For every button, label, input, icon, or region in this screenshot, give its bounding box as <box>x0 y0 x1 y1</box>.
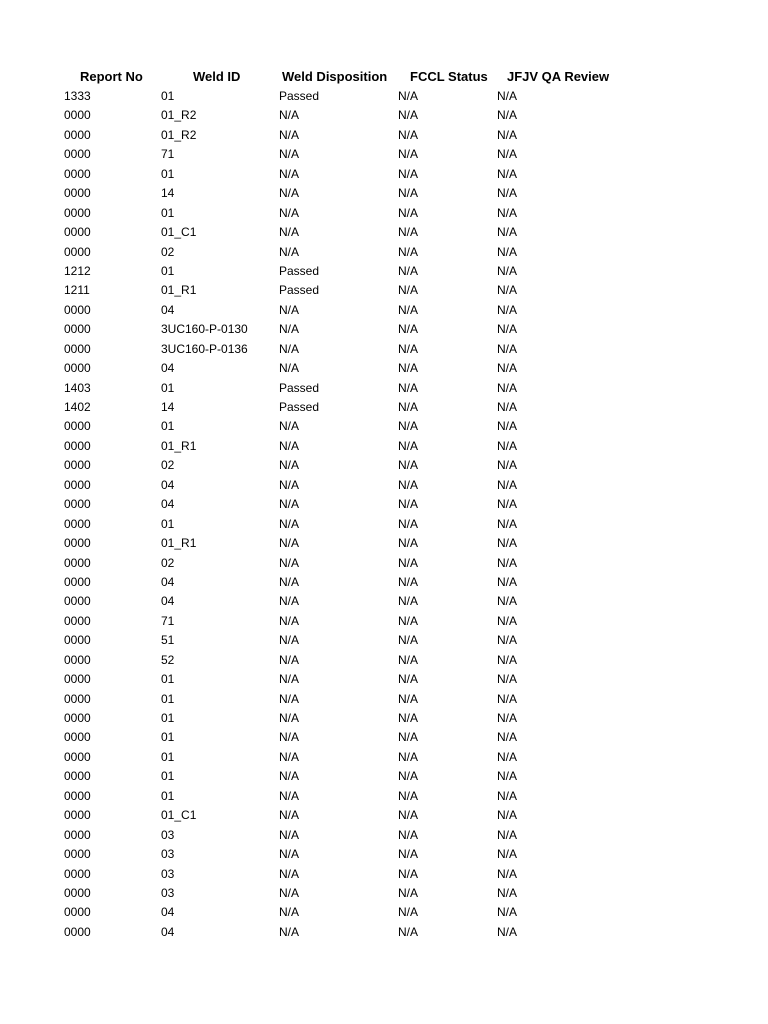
weld-disposition-cell: N/A <box>279 361 300 376</box>
fccl-status-cell: N/A <box>398 244 419 259</box>
jfjv-qa-review-cell: N/A <box>497 594 518 609</box>
report-no-cell: 0000 <box>64 847 91 862</box>
table-body <box>0 87 768 942</box>
weld-id-cell: 04 <box>161 924 175 939</box>
column-header-weld-id: Weld ID <box>193 69 241 84</box>
weld-id-cell: 71 <box>161 613 175 628</box>
report-no-cell: 0000 <box>64 555 91 570</box>
table-row <box>0 223 768 242</box>
report-no-cell: 0000 <box>64 924 91 939</box>
weld-disposition-cell: N/A <box>279 924 300 939</box>
report-no-cell: 0000 <box>64 905 91 920</box>
table-row <box>0 320 768 339</box>
fccl-status-cell: N/A <box>398 497 419 512</box>
table-row <box>0 281 768 300</box>
weld-disposition-cell: Passed <box>279 380 320 395</box>
fccl-status-cell: N/A <box>398 166 419 181</box>
fccl-status-cell: N/A <box>398 594 419 609</box>
jfjv-qa-review-cell: N/A <box>497 477 518 492</box>
weld-id-cell: 01_R1 <box>161 438 197 453</box>
report-no-cell: 0000 <box>64 147 91 162</box>
table-row <box>0 845 768 864</box>
jfjv-qa-review-cell: N/A <box>497 711 518 725</box>
weld-disposition-cell: N/A <box>279 205 300 220</box>
jfjv-qa-review-cell: N/A <box>497 613 518 628</box>
weld-id-cell: 01_R2 <box>161 108 197 123</box>
report-no-cell: 0000 <box>64 341 91 356</box>
jfjv-qa-review-cell: N/A <box>497 847 518 862</box>
column-header-jfjv-qa-review: JFJV QA Review <box>507 69 610 84</box>
table-row <box>0 573 768 592</box>
weld-id-cell: 01 <box>161 516 175 531</box>
jfjv-qa-review-cell: N/A <box>497 497 518 512</box>
jfjv-qa-review-cell: N/A <box>497 808 518 823</box>
report-no-cell: 1333 <box>64 89 91 103</box>
weld-disposition-cell: N/A <box>279 574 300 589</box>
weld-id-cell: 01 <box>161 711 175 725</box>
table-row <box>0 398 768 417</box>
fccl-status-cell: N/A <box>398 749 419 764</box>
fccl-status-cell: N/A <box>398 788 419 803</box>
jfjv-qa-review-cell: N/A <box>497 244 518 259</box>
table-row <box>0 145 768 164</box>
jfjv-qa-review-cell: N/A <box>497 205 518 220</box>
fccl-status-cell: N/A <box>398 691 419 706</box>
report-no-cell: 0000 <box>64 885 91 900</box>
weld-id-cell: 01_R1 <box>161 283 197 298</box>
table-row <box>0 690 768 709</box>
fccl-status-cell: N/A <box>398 283 419 298</box>
jfjv-qa-review-cell: N/A <box>497 555 518 570</box>
fccl-status-cell: N/A <box>398 89 419 103</box>
jfjv-qa-review-cell: N/A <box>497 458 518 473</box>
jfjv-qa-review-cell: N/A <box>497 652 518 667</box>
fccl-status-cell: N/A <box>398 419 419 434</box>
jfjv-qa-review-cell: N/A <box>497 400 518 414</box>
weld-disposition-cell: N/A <box>279 225 300 240</box>
weld-id-cell: 01_C1 <box>161 225 197 240</box>
weld-disposition-cell: N/A <box>279 866 300 881</box>
table-row <box>0 787 768 806</box>
weld-id-cell: 04 <box>161 497 175 512</box>
report-no-cell: 0000 <box>64 788 91 803</box>
weld-disposition-cell: N/A <box>279 127 300 142</box>
jfjv-qa-review-cell: N/A <box>497 302 518 317</box>
fccl-status-cell: N/A <box>398 555 419 570</box>
fccl-status-cell: N/A <box>398 147 419 162</box>
fccl-status-cell: N/A <box>398 263 419 278</box>
fccl-status-cell: N/A <box>398 458 419 473</box>
report-no-cell: 1403 <box>64 380 91 395</box>
weld-id-cell: 04 <box>161 594 175 609</box>
weld-disposition-cell: Passed <box>279 89 320 103</box>
weld-id-cell: 04 <box>161 905 175 920</box>
jfjv-qa-review-cell: N/A <box>497 730 518 745</box>
fccl-status-cell: N/A <box>398 905 419 920</box>
report-no-cell: 0000 <box>64 497 91 512</box>
table-header-row <box>0 67 768 87</box>
jfjv-qa-review-cell: N/A <box>497 516 518 531</box>
weld-id-cell: 01 <box>161 730 175 745</box>
table-row <box>0 612 768 631</box>
jfjv-qa-review-cell: N/A <box>497 283 518 298</box>
jfjv-qa-review-cell: N/A <box>497 885 518 900</box>
weld-id-cell: 01 <box>161 672 175 687</box>
weld-disposition-cell: N/A <box>279 322 300 337</box>
weld-id-cell: 01 <box>161 419 175 434</box>
weld-id-cell: 03 <box>161 866 175 881</box>
jfjv-qa-review-cell: N/A <box>497 147 518 162</box>
weld-disposition-cell: N/A <box>279 769 300 784</box>
table-row <box>0 476 768 495</box>
jfjv-qa-review-cell: N/A <box>497 322 518 337</box>
fccl-status-cell: N/A <box>398 613 419 628</box>
report-no-cell: 0000 <box>64 536 91 551</box>
table-row <box>0 165 768 184</box>
report-no-cell: 0000 <box>64 691 91 706</box>
column-header-weld-disposition: Weld Disposition <box>282 69 388 84</box>
fccl-status-cell: N/A <box>398 322 419 337</box>
table-row <box>0 243 768 262</box>
weld-disposition-cell: N/A <box>279 672 300 687</box>
weld-disposition-cell: N/A <box>279 555 300 570</box>
report-no-cell: 0000 <box>64 711 91 725</box>
report-no-cell: 0000 <box>64 127 91 142</box>
weld-disposition-cell: N/A <box>279 749 300 764</box>
table-row <box>0 417 768 436</box>
table-row <box>0 456 768 475</box>
jfjv-qa-review-cell: N/A <box>497 225 518 240</box>
weld-id-cell: 03 <box>161 827 175 842</box>
weld-disposition-cell: N/A <box>279 497 300 512</box>
jfjv-qa-review-cell: N/A <box>497 186 518 201</box>
jfjv-qa-review-cell: N/A <box>497 380 518 395</box>
fccl-status-cell: N/A <box>398 672 419 687</box>
weld-id-cell: 01 <box>161 691 175 706</box>
report-no-cell: 0000 <box>64 108 91 123</box>
weld-disposition-cell: N/A <box>279 905 300 920</box>
report-no-cell: 0000 <box>64 186 91 201</box>
weld-disposition-cell: N/A <box>279 536 300 551</box>
weld-id-cell: 52 <box>161 652 175 667</box>
report-no-cell: 0000 <box>64 672 91 687</box>
weld-disposition-cell: N/A <box>279 516 300 531</box>
fccl-status-cell: N/A <box>398 574 419 589</box>
fccl-status-cell: N/A <box>398 516 419 531</box>
weld-id-cell: 01 <box>161 788 175 803</box>
jfjv-qa-review-cell: N/A <box>497 341 518 356</box>
report-no-cell: 0000 <box>64 458 91 473</box>
table-row <box>0 903 768 922</box>
weld-disposition-cell: N/A <box>279 108 300 123</box>
fccl-status-cell: N/A <box>398 633 419 648</box>
table-row <box>0 495 768 514</box>
table-row <box>0 592 768 611</box>
fccl-status-cell: N/A <box>398 652 419 667</box>
report-no-cell: 0000 <box>64 244 91 259</box>
fccl-status-cell: N/A <box>398 341 419 356</box>
weld-id-cell: 04 <box>161 477 175 492</box>
weld-disposition-cell: N/A <box>279 458 300 473</box>
weld-id-cell: 02 <box>161 458 175 473</box>
table-row <box>0 437 768 456</box>
report-no-cell: 0000 <box>64 166 91 181</box>
report-no-cell: 0000 <box>64 769 91 784</box>
weld-id-cell: 3UC160-P-0136 <box>161 341 248 356</box>
weld-disposition-cell: N/A <box>279 847 300 862</box>
weld-id-cell: 03 <box>161 885 175 900</box>
table-row <box>0 865 768 884</box>
weld-disposition-cell: Passed <box>279 400 320 414</box>
report-no-cell: 1402 <box>64 400 91 414</box>
weld-id-cell: 01 <box>161 769 175 784</box>
table-row <box>0 106 768 125</box>
weld-disposition-cell: N/A <box>279 166 300 181</box>
report-no-cell: 0000 <box>64 866 91 881</box>
fccl-status-cell: N/A <box>398 380 419 395</box>
report-no-cell: 0000 <box>64 594 91 609</box>
table-row <box>0 651 768 670</box>
jfjv-qa-review-cell: N/A <box>497 419 518 434</box>
weld-disposition-cell: N/A <box>279 341 300 356</box>
report-no-cell: 0000 <box>64 419 91 434</box>
jfjv-qa-review-cell: N/A <box>497 866 518 881</box>
weld-disposition-cell: Passed <box>279 263 320 278</box>
report-no-cell: 0000 <box>64 516 91 531</box>
weld-disposition-cell: N/A <box>279 419 300 434</box>
table-row <box>0 204 768 223</box>
weld-disposition-cell: N/A <box>279 438 300 453</box>
column-header-report-no: Report No <box>80 69 143 84</box>
report-no-cell: 1212 <box>64 263 91 278</box>
fccl-status-cell: N/A <box>398 225 419 240</box>
fccl-status-cell: N/A <box>398 885 419 900</box>
weld-id-cell: 04 <box>161 361 175 376</box>
weld-disposition-cell: N/A <box>279 885 300 900</box>
fccl-status-cell: N/A <box>398 477 419 492</box>
weld-id-cell: 04 <box>161 574 175 589</box>
weld-disposition-cell: N/A <box>279 633 300 648</box>
weld-disposition-cell: N/A <box>279 691 300 706</box>
report-no-cell: 0000 <box>64 225 91 240</box>
table-row <box>0 670 768 689</box>
report-no-cell: 0000 <box>64 477 91 492</box>
weld-disposition-cell: N/A <box>279 652 300 667</box>
table-row <box>0 709 768 728</box>
report-no-cell: 0000 <box>64 749 91 764</box>
weld-id-cell: 02 <box>161 244 175 259</box>
weld-disposition-cell: N/A <box>279 302 300 317</box>
report-no-cell: 0000 <box>64 205 91 220</box>
weld-disposition-cell: N/A <box>279 477 300 492</box>
report-no-cell: 0000 <box>64 613 91 628</box>
weld-id-cell: 3UC160-P-0130 <box>161 322 248 337</box>
weld-id-cell: 14 <box>161 400 175 414</box>
fccl-status-cell: N/A <box>398 302 419 317</box>
fccl-status-cell: N/A <box>398 866 419 881</box>
weld-disposition-cell: N/A <box>279 613 300 628</box>
table-row <box>0 884 768 903</box>
table-row <box>0 379 768 398</box>
report-no-cell: 0000 <box>64 633 91 648</box>
table-row <box>0 806 768 825</box>
weld-id-cell: 03 <box>161 847 175 862</box>
weld-disposition-cell: N/A <box>279 711 300 725</box>
fccl-status-cell: N/A <box>398 186 419 201</box>
jfjv-qa-review-cell: N/A <box>497 827 518 842</box>
weld-id-cell: 02 <box>161 555 175 570</box>
table-row <box>0 728 768 747</box>
jfjv-qa-review-cell: N/A <box>497 536 518 551</box>
weld-id-cell: 01_C1 <box>161 808 197 823</box>
jfjv-qa-review-cell: N/A <box>497 89 518 103</box>
jfjv-qa-review-cell: N/A <box>497 769 518 784</box>
fccl-status-cell: N/A <box>398 127 419 142</box>
weld-disposition-cell: N/A <box>279 827 300 842</box>
jfjv-qa-review-cell: N/A <box>497 361 518 376</box>
table-row <box>0 301 768 320</box>
table-row <box>0 826 768 845</box>
table-row <box>0 515 768 534</box>
jfjv-qa-review-cell: N/A <box>497 574 518 589</box>
fccl-status-cell: N/A <box>398 769 419 784</box>
weld-disposition-cell: N/A <box>279 808 300 823</box>
table-row <box>0 126 768 145</box>
jfjv-qa-review-cell: N/A <box>497 749 518 764</box>
weld-id-cell: 01 <box>161 89 175 103</box>
table-row <box>0 923 768 942</box>
fccl-status-cell: N/A <box>398 536 419 551</box>
weld-id-cell: 01 <box>161 166 175 181</box>
weld-id-cell: 14 <box>161 186 175 201</box>
fccl-status-cell: N/A <box>398 711 419 725</box>
column-header-fccl-status: FCCL Status <box>410 69 488 84</box>
weld-id-cell: 04 <box>161 302 175 317</box>
weld-disposition-cell: N/A <box>279 244 300 259</box>
jfjv-qa-review-cell: N/A <box>497 672 518 687</box>
weld-disposition-cell: N/A <box>279 730 300 745</box>
jfjv-qa-review-cell: N/A <box>497 263 518 278</box>
report-no-cell: 0000 <box>64 361 91 376</box>
report-no-cell: 1211 <box>64 283 90 298</box>
fccl-status-cell: N/A <box>398 361 419 376</box>
weld-id-cell: 71 <box>161 147 175 162</box>
table-row <box>0 631 768 650</box>
report-no-cell: 0000 <box>64 827 91 842</box>
fccl-status-cell: N/A <box>398 827 419 842</box>
weld-id-cell: 01_R1 <box>161 536 197 551</box>
table-row <box>0 534 768 553</box>
jfjv-qa-review-cell: N/A <box>497 127 518 142</box>
jfjv-qa-review-cell: N/A <box>497 108 518 123</box>
fccl-status-cell: N/A <box>398 847 419 862</box>
weld-disposition-cell: N/A <box>279 186 300 201</box>
table-row <box>0 748 768 767</box>
table-row <box>0 262 768 281</box>
jfjv-qa-review-cell: N/A <box>497 166 518 181</box>
jfjv-qa-review-cell: N/A <box>497 691 518 706</box>
weld-disposition-cell: N/A <box>279 788 300 803</box>
fccl-status-cell: N/A <box>398 730 419 745</box>
table-row <box>0 87 768 106</box>
weld-disposition-cell: N/A <box>279 594 300 609</box>
report-no-cell: 0000 <box>64 808 91 823</box>
weld-id-cell: 01 <box>161 263 175 278</box>
weld-id-cell: 01 <box>161 205 175 220</box>
report-no-cell: 0000 <box>64 730 91 745</box>
jfjv-qa-review-cell: N/A <box>497 924 518 939</box>
fccl-status-cell: N/A <box>398 438 419 453</box>
jfjv-qa-review-cell: N/A <box>497 905 518 920</box>
table-row <box>0 359 768 378</box>
report-no-cell: 0000 <box>64 322 91 337</box>
fccl-status-cell: N/A <box>398 205 419 220</box>
weld-id-cell: 01 <box>161 380 175 395</box>
table-row <box>0 340 768 359</box>
jfjv-qa-review-cell: N/A <box>497 633 518 648</box>
jfjv-qa-review-cell: N/A <box>497 788 518 803</box>
table-row <box>0 184 768 203</box>
weld-id-cell: 01 <box>161 749 175 764</box>
report-no-cell: 0000 <box>64 302 91 317</box>
weld-disposition-cell: Passed <box>279 283 320 298</box>
fccl-status-cell: N/A <box>398 108 419 123</box>
weld-disposition-cell: N/A <box>279 147 300 162</box>
fccl-status-cell: N/A <box>398 400 419 414</box>
report-no-cell: 0000 <box>64 438 91 453</box>
table-row <box>0 554 768 573</box>
weld-id-cell: 01_R2 <box>161 127 197 142</box>
jfjv-qa-review-cell: N/A <box>497 438 518 453</box>
report-no-cell: 0000 <box>64 574 91 589</box>
weld-id-cell: 51 <box>161 633 175 648</box>
fccl-status-cell: N/A <box>398 808 419 823</box>
table-row <box>0 767 768 786</box>
report-no-cell: 0000 <box>64 652 91 667</box>
fccl-status-cell: N/A <box>398 924 419 939</box>
